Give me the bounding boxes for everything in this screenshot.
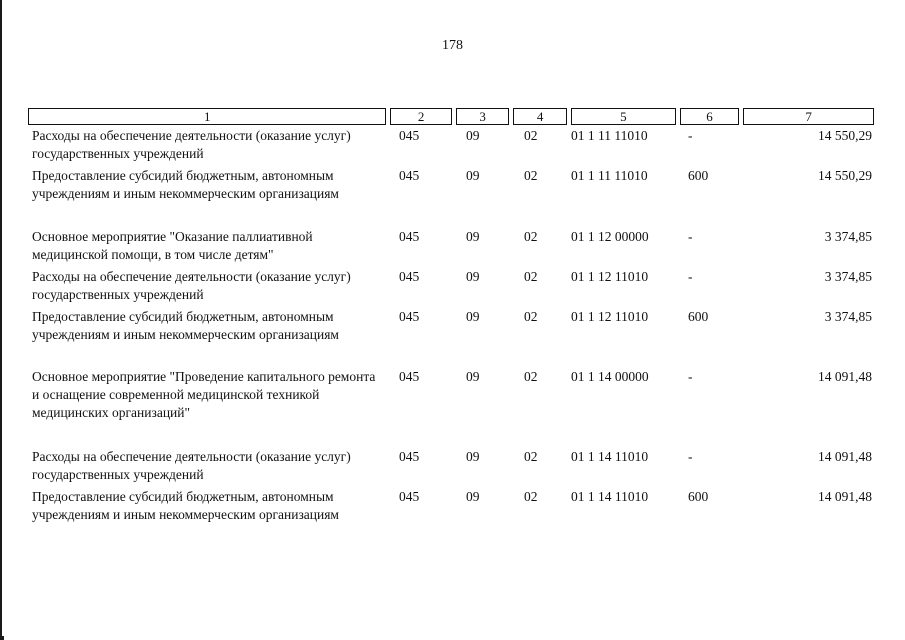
row-amount: 14 550,29 xyxy=(818,168,872,183)
row-section-code: 09 xyxy=(466,489,480,504)
row-ministry-code: 045 xyxy=(399,269,420,284)
page-number: 178 xyxy=(442,38,463,53)
row-ministry-code: 045 xyxy=(399,309,420,324)
header-col-5: 5 xyxy=(571,108,676,125)
row-ministry-code: 045 xyxy=(399,369,420,384)
row-section-code: 09 xyxy=(466,309,480,324)
row-amount: 3 374,85 xyxy=(824,229,872,244)
scan-edge-mark xyxy=(0,636,4,640)
row-section-code: 09 xyxy=(466,229,480,244)
row-expense-type: - xyxy=(688,128,693,143)
row-expense-type: 600 xyxy=(688,489,709,504)
row-ministry-code: 045 xyxy=(399,168,420,183)
row-amount: 14 091,48 xyxy=(818,489,872,504)
row-name: Расходы на обеспечение деятельности (оказание услуг) государственных учреждений xyxy=(32,449,351,482)
row-target-code: 01 1 14 00000 xyxy=(571,369,649,384)
scan-edge-left xyxy=(0,0,2,640)
row-expense-type: - xyxy=(688,269,693,284)
row-section-code: 09 xyxy=(466,269,480,284)
row-ministry-code: 045 xyxy=(399,229,420,244)
table-header-row xyxy=(28,108,874,125)
row-subsection-code: 02 xyxy=(524,489,538,504)
row-target-code: 01 1 14 11010 xyxy=(571,449,649,464)
row-ministry-code: 045 xyxy=(399,489,420,504)
row-name: Расходы на обеспечение деятельности (оказание услуг) государственных учреждений xyxy=(32,128,351,161)
row-target-code: 01 1 12 11010 xyxy=(571,309,649,324)
row-name: Расходы на обеспечение деятельности (оказание услуг) государственных учреждений xyxy=(32,269,351,302)
header-col-3: 3 xyxy=(456,108,509,125)
row-expense-type: - xyxy=(688,369,693,384)
row-section-code: 09 xyxy=(466,168,480,183)
row-target-code: 01 1 11 11010 xyxy=(571,128,648,143)
header-col-2: 2 xyxy=(390,108,451,125)
row-name: Предоставление субсидий бюджетным, автономным учреждениям и иным некоммерческим организациям xyxy=(32,168,339,201)
row-target-code: 01 1 11 11010 xyxy=(571,168,648,183)
row-expense-type: - xyxy=(688,449,693,464)
row-section-code: 09 xyxy=(466,369,480,384)
row-amount: 3 374,85 xyxy=(824,269,872,284)
row-target-code: 01 1 14 11010 xyxy=(571,489,649,504)
row-subsection-code: 02 xyxy=(524,168,538,183)
row-target-code: 01 1 12 00000 xyxy=(571,229,649,244)
row-name: Основное мероприятие "Проведение капитального ремонта и оснащение современной медицинской техникой медицинских организаций" xyxy=(32,369,376,420)
row-subsection-code: 02 xyxy=(524,269,538,284)
row-expense-type: 600 xyxy=(688,168,709,183)
header-col-6: 6 xyxy=(680,108,739,125)
row-subsection-code: 02 xyxy=(524,309,538,324)
header-col-7: 7 xyxy=(743,108,874,125)
row-amount: 14 091,48 xyxy=(818,369,872,384)
row-ministry-code: 045 xyxy=(399,128,420,143)
row-expense-type: - xyxy=(688,229,693,244)
row-expense-type: 600 xyxy=(688,309,709,324)
row-name: Предоставление субсидий бюджетным, автономным учреждениям и иным некоммерческим организациям xyxy=(32,489,339,522)
row-amount: 14 550,29 xyxy=(818,128,872,143)
row-ministry-code: 045 xyxy=(399,449,420,464)
row-name: Основное мероприятие "Оказание паллиативной медицинской помощи, в том числе детям" xyxy=(32,229,313,262)
row-subsection-code: 02 xyxy=(524,229,538,244)
row-target-code: 01 1 12 11010 xyxy=(571,269,649,284)
row-amount: 3 374,85 xyxy=(824,309,872,324)
budget-table xyxy=(28,108,874,522)
row-subsection-code: 02 xyxy=(524,128,538,143)
row-amount: 14 091,48 xyxy=(818,449,872,464)
row-subsection-code: 02 xyxy=(524,449,538,464)
row-section-code: 09 xyxy=(466,128,480,143)
header-col-4: 4 xyxy=(513,108,566,125)
row-subsection-code: 02 xyxy=(524,369,538,384)
row-name: Предоставление субсидий бюджетным, автономным учреждениям и иным некоммерческим организациям xyxy=(32,309,339,342)
row-section-code: 09 xyxy=(466,449,480,464)
header-col-1: 1 xyxy=(28,108,386,125)
